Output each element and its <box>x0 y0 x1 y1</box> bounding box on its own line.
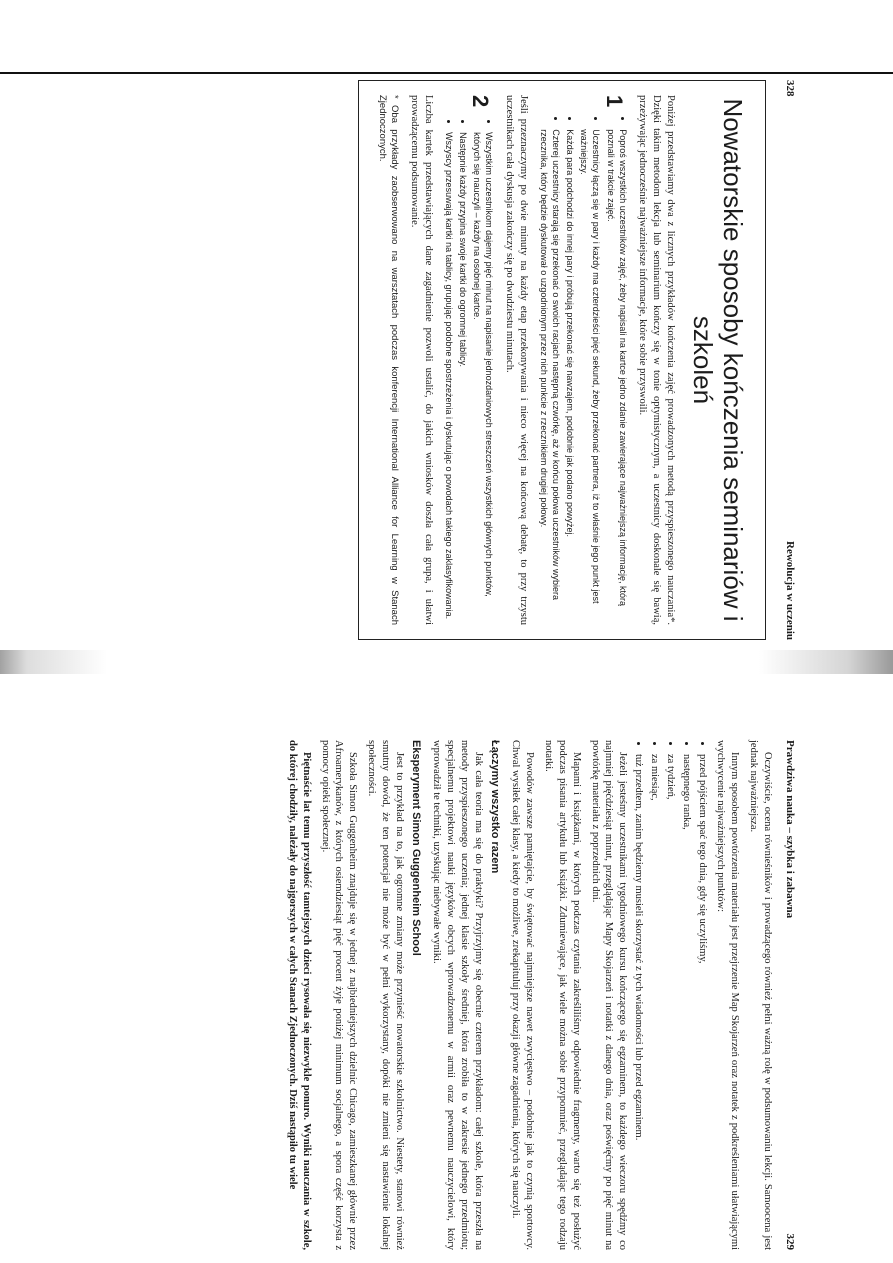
list-item: • Następnie każdy przypina swoje kartki do ogromnej tablicy. <box>457 132 469 625</box>
article-title: Nowatorskie sposoby kończenia seminariów i szkoleń <box>688 98 748 622</box>
page-328 <box>100 80 800 640</box>
list-item: • Wszystkim uczestnikom dajemy pięć minut na napisanie jednozdaniowych streszczeń wszystkich głównych punktów, których się nauczyli – każdy na osobnej kartce. <box>471 132 495 625</box>
intro-paragraph: Poniżej przedstawiamy dwa z licznych przykładów kończenia zajęć prowadzonych metodą przyspieszonego nauczania*. Dzięki takim metodom lekcja lub seminarium kończy się w tonie optymistycznym, a uczestnicy doskonale się bawią, przeżywając jednocześnie najważniejsze informacje, które sobie przyswoili. <box>636 95 677 625</box>
mid-paragraph: Jeśli przeznaczymy po dwie minuty na każdy etap przekonywania i nieco więcej na końcową debatę, to przy trzystu uczestnikach cała dyskusja zakończy się po dwudziestu minutach. <box>503 95 529 625</box>
page-number: 328 <box>784 80 796 97</box>
paragraph: Powodów zawsze pamiętajcie, by świętować najmniejsze nawet zwycięstwo – podobnie jak to czynią sportowcy. Chwal wysiłek całej klasy, a kiedy to możliwe, zrekapituluj przy okazji główne zagadnienia, których się nauczyli. <box>510 740 536 1250</box>
binding-shadow <box>0 650 893 674</box>
running-head: Prawdziwa nauka – szybka i zabawna <box>784 740 796 919</box>
paragraph: Jeżeli jesteśmy uczestnikami tygodniowego kursu kończącego się egzaminem, to każdego wieczoru spędźmy co najmniej pięćdziesiąt minut, przeglądając Mapy Skojarzeń i notatki z danego dnia, oraz poświęćmy po pięć minut na powtórkę materiału z poprzednich dni. <box>589 740 629 1250</box>
step-2 <box>441 95 496 625</box>
list-item: • następnego ranka, <box>679 754 693 1250</box>
paragraph: Oczywiście, ocena równieśników i prowadzącego również pełni ważną rolę w podsumowaniu lekcji. Samoocena jest jednak najważniejsza. <box>748 740 773 1250</box>
text-column <box>285 740 774 1250</box>
step-number: 1 <box>601 95 627 108</box>
paragraph: Piętnaście lat temu przyszłość tamtejszych dzieci rysowała się niezwykle ponuro. Wyniki nauczania w szkole, do której chodziły, należały do najgorszych w całych Stanach Zjednoczonych. Dziś nastąpiło tu wiele <box>286 740 312 1250</box>
paragraph: Szkoła Simon Guggenheim znajduje się w jednej z najbiedniejszych dzielnic Chicago, zamieszkanej głównie przez Afroamerykanów, z których osiemdziesiąt pięć procent żyje poniżej minimum socjalnego, a spora część korzysta z pomocy opieki społecznej. <box>319 740 359 1250</box>
list-item: • tuż przedtem, zanim będziemy musieli skorzystać z tych wiadomości lub przed egzaminem. <box>631 754 645 1250</box>
list-item: • za miesiąc, <box>647 754 661 1250</box>
paragraph: Jak cała teoria ma się do praktyki? Przyjrzyjmy się obecnie czterem przykładom: całej szkole, która przeszła na metody przyspieszonego uczenia; jednej klasie szkoły średniej, która zrobiła to w zakresie jednego przedmiotu; specjalnemu projektowi nauki języków obcych wprowadzonemu w armii oraz pewnemu nauczycielowi, który wprowadził te techniki, uzyskując niebywałe wyniki. <box>431 740 484 1250</box>
step-2-list <box>441 118 496 625</box>
step-number: 2 <box>468 95 494 108</box>
page-number: 329 <box>784 1233 796 1250</box>
list-item: • przed pójściem spać tego dnia, gdy się uczyliśmy, <box>695 754 709 1250</box>
review-list <box>631 740 708 1250</box>
list-item: • Każda para podchodzi do innej pary i próbują przekonać się nawzajem, podobnie jak podano powyżej. <box>564 129 576 625</box>
step-1 <box>536 95 629 625</box>
page-329 <box>80 740 800 1250</box>
top-scan-edge <box>0 72 893 74</box>
step-1-list <box>536 115 629 625</box>
section-heading: Eksperyment Simon Guggenheim School <box>410 740 423 956</box>
paragraph: Jest to przykład na to, jak ogromne zmiany może przynieść nowatorskie szkolnictwo. Niestety, stanowi również smutny dowód, że ten potencjał nie może być w pełni wykorzystany, dopóki nie zmieni się nastawienie lokalnej społeczności. <box>366 740 405 1250</box>
list-item: • Uczestnicy łączą się w pary i każdy ma czterdzieści pięć sekund, żeby przekonać partnera, iż to właśnie jego punkt jest ważniejszy. <box>578 129 602 625</box>
footnote: * Oba przykłady zaobserwowano na warsztatach podczas konferencji International Alliance for Learning w Stanach Zjednoczonych. <box>376 95 401 625</box>
list-item: • Poproś wszystkich uczestników zajęć, żeby napisali na kartce jedno zdanie zawierające najważniejszą informację, którą poznali w trakcie zajęć. <box>604 129 628 625</box>
running-head: Rewolucja w uczeniu <box>784 541 796 640</box>
paragraph: Mapami i książkami, w których podczas czytania zakreśliliśmy odpowiednie fragmenty, warto się też posłużyć podczas pisania artykułu lub książki. Zdumiewające, jak wiele można sobie przypomnieć, przeglądając tego rodzaju notatki. <box>542 740 582 1250</box>
boxed-article <box>358 80 766 640</box>
section-heading: Łączymy wszystko razem <box>489 740 502 874</box>
paragraph: Innym sposobem powtórzenia materiału jest przejrzenie Map Skojarzeń oraz notatek z podkreśleniami ułatwiającymi wychwycenie najważniejszych punktów: <box>715 740 741 1250</box>
list-item: • za tydzień, <box>663 754 677 1250</box>
list-item: • Czterej uczestnicy starają się przekonać o swoich racjach następną czwórkę, aż w końcu połowa uczestników wybiera rzecznika, który będzie dyskutował o uzgodnionym przez nich punkcie z rzecznikiem drugiej połowy. <box>538 129 562 625</box>
list-item: • Wszyscy przesuwają kartki na tablicy, grupując podobne spostrzeżenia i dyskutując o powodach takiego zaklasyfikowania. <box>443 132 455 625</box>
closing-paragraph: Liczba kartek przedstawiających dane zagadnienie pozwoli ustalić, do jakich wniosków doszła cała grupa, i ułatwi prowadzącemu podsumowanie. <box>408 95 434 625</box>
